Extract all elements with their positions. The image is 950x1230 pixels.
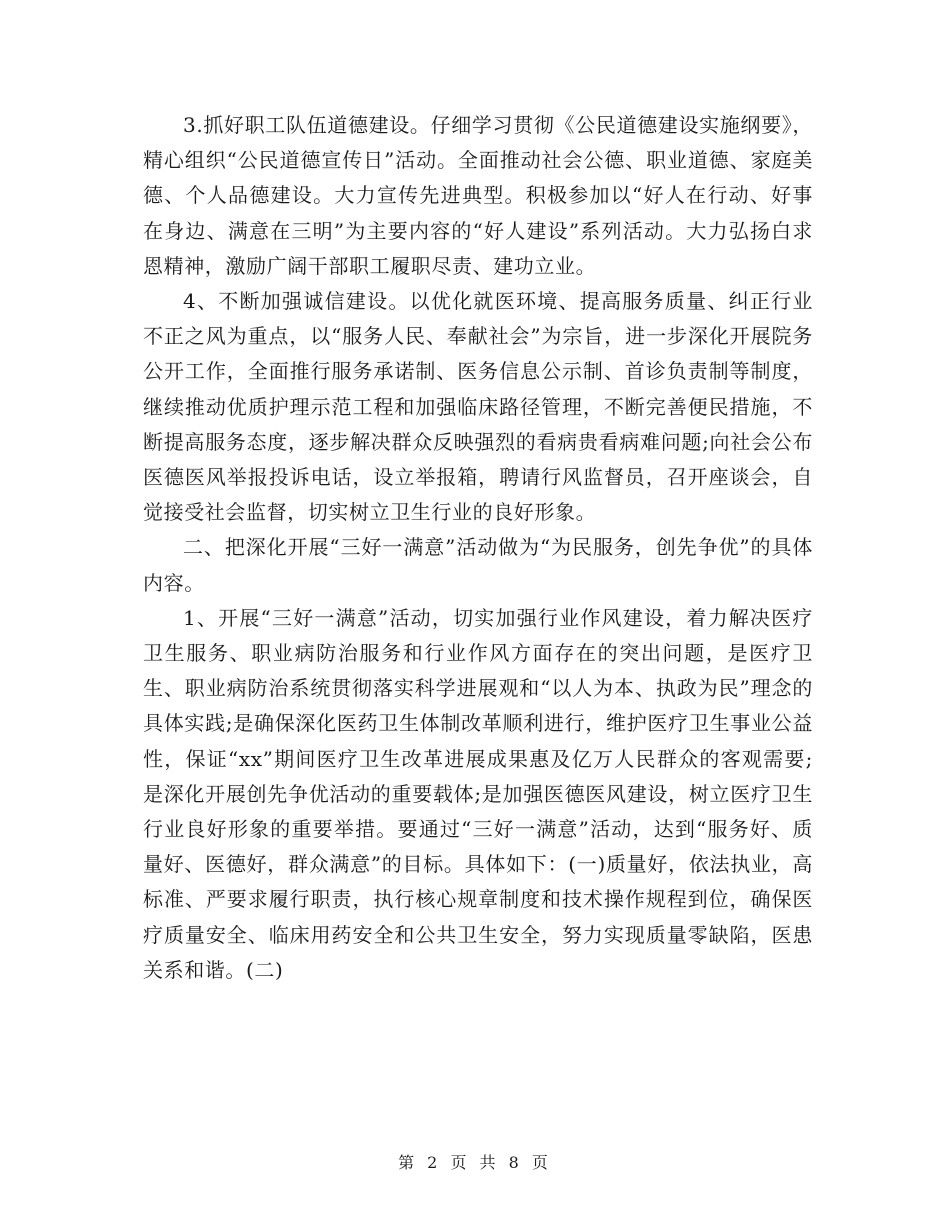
paragraph-three-good-activity: 1、开展“三好一满意”活动，切实加强行业作风建设，着力解决医疗卫生服务、职业病防治服务和行业作风方面存在的突出问题，是医疗卫生、职业病防治系统贯彻落实科学进展观和“以人为本、执政为民”理念的具体实践;是确保深化医药卫生体制改革顺利进行，维护医疗卫生事业公益性，保证“xx”期间医疗卫生改革进展成果惠及亿万人民群众的客观需要;是深化开展创先争优活动的重要载体;是加强医德医风建设，树立医疗卫生行业良好形象的重要举措。要通过“三好一满意”活动，达到“服务好、质量好、医德好，群众满意”的目标。具体如下：(一)质量好，依法执业，高标准、严要求履行职责，执行核心规章制度和技术操作规程到位，确保医疗质量安全、临床用药安全和公共卫生安全，努力实现质量零缺陷，医患关系和谐。(二) (143, 605, 813, 982)
paragraph-integrity-building: 4、不断加强诚信建设。以优化就医环境、提高服务质量、纠正行业不正之风为重点，以“服务人民、奉献社会”为宗旨，进一步深化开展院务公开工作，全面推行服务承诺制、医务信息公示制、首诊负责制等制度，继续推动优质护理示范工程和加强临床路径管理，不断完善便民措施，不断提高服务态度，逐步解决群众反映强烈的看病贵看病难问题;向社会公布医德医风举报投诉电话，设立举报箱，聘请行风监督员，召开座谈会，自觉接受社会监督，切实树立卫生行业的良好形象。 (143, 289, 813, 525)
paragraph-section-two-heading: 二、把深化开展“三好一满意”活动做为“为民服务，创先争优”的具体内容。 (143, 535, 813, 595)
paragraph-moral-building: 3.抓好职工队伍道德建设。仔细学习贯彻《公民道德建设实施纲要》，精心组织“公民道德宣传日”活动。全面推动社会公德、职业道德、家庭美德、个人品德建设。大力宣传先进典型。积极参加以“好人在行动、好事在身边、满意在三明”为主要内容的“好人建设”系列活动。大力弘扬白求恩精神，激励广阔干部职工履职尽责、建功立业。 (143, 113, 813, 278)
document-body (143, 108, 813, 988)
page-number-footer: 第 2 页 共 8 页 (398, 1153, 552, 1172)
